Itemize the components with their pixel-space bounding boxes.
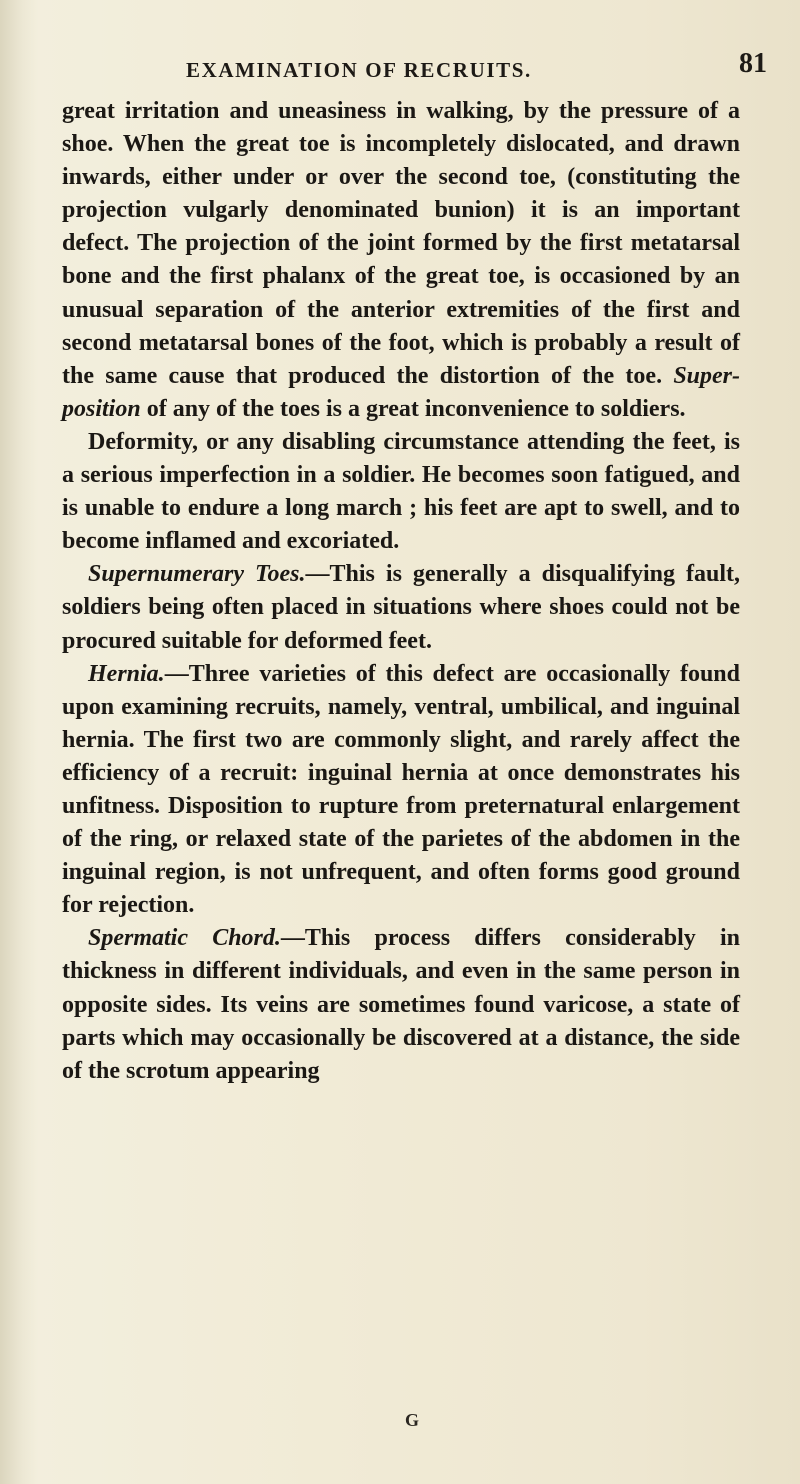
paragraph-spermatic-chord (62, 922, 740, 1087)
running-head: EXAMINATION OF RECRUITS. (186, 58, 532, 82)
paragraph-text: —This is generally a disqualifying fault, soldiers being often placed in situations where shoes could not be procured suitable for deformed feet. (62, 561, 741, 654)
paragraph-supernumerary-toes (62, 558, 740, 657)
term-spermatic-chord: Spermatic Chord. (88, 925, 281, 952)
signature-mark: G (405, 1410, 420, 1430)
page-number: 81 (739, 48, 767, 79)
paragraph-text: of any of the toes is a great inconvenience to soldiers. (140, 395, 686, 422)
paragraph-text: great irritation and uneasiness in walking, by the pressure of a shoe. When the great toe is incompletely dislocated, and drawn inwards, either under or over the second toe, (constituting the projection vulgarly denominated bunion) it is an important defect. The projection of the joint formed by the first metatarsal bone and the first phalanx of the great toe, is occasioned by an unusual separation of the anterior extremities of the first and second metatarsal bones of the foot, which is probably a result of the same cause that produced the distortion of the toe. (62, 98, 740, 389)
paragraph-bunion (62, 95, 740, 426)
page-edge-shadow (0, 0, 38, 1484)
term-supernumerary-toes: Supernumerary Toes. (88, 561, 306, 588)
paragraph-text: —Three varieties of this defect are occasionally found upon examining recruits, namely, ventral, umbilical, and inguinal hernia. The first two are commonly slight, and rarely affect the efficiency of a recruit: inguinal hernia at once demonstrates his unfitness. Disposition to rupture from preternatural enlargement of the ring, or relaxed state of the parietes of the abdomen in the inguinal region, is not unfrequent, and often forms good ground for rejection. (62, 660, 740, 919)
page-header (0, 48, 800, 88)
term-super-position: Super-position (62, 362, 741, 422)
term-hernia: Hernia. (88, 660, 165, 687)
paragraph-text: —This process differs considerably in thickness in different individuals, and even in the same person in opposite sides. Its veins are sometimes found varicose, a state of parts which may occasionally be discovered at a distance, the side of the scrotum appearing (62, 925, 740, 1084)
paragraph-deformity: Deformity, or any disabling circumstance attending the feet, is a serious imperfection in a soldier. He becomes soon fatigued, and is unable to endure a long march ; his feet are apt to swell, and to become inflamed and excoriated. (62, 428, 740, 555)
paragraph-hernia (62, 658, 740, 923)
body-text (62, 95, 740, 1088)
